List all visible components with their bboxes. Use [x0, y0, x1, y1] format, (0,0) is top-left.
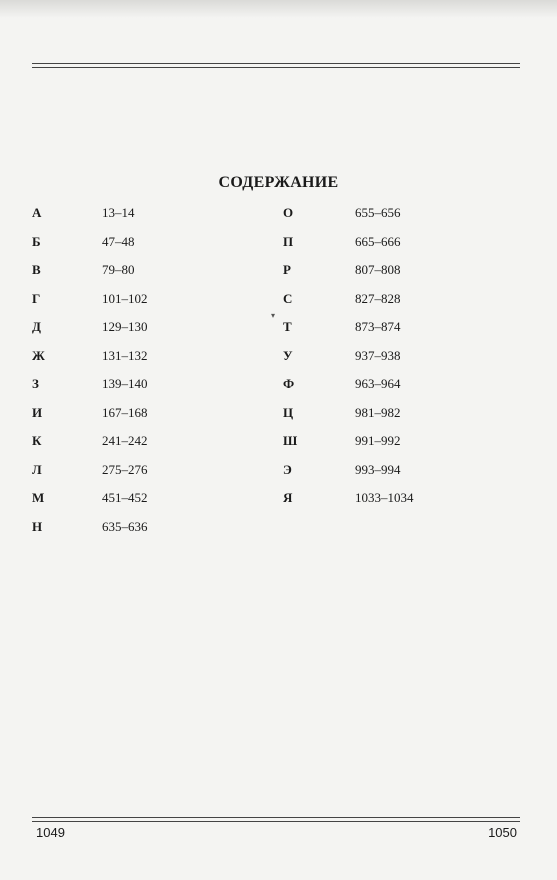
entry-pages: 1033–1034: [355, 490, 414, 505]
entry-letter: А: [32, 205, 42, 220]
page-title: СОДЕРЖАНИЕ: [218, 174, 339, 191]
entry-pages: 655–656: [355, 205, 401, 220]
entry-pages: 131–132: [102, 347, 148, 363]
entry-pages: 665–666: [355, 233, 401, 249]
entry-pages: 635–636: [102, 518, 148, 534]
entry-pages: 807–808: [355, 262, 401, 277]
entry-pages: 13–14: [102, 205, 135, 220]
entry-letter: Ш: [283, 433, 298, 448]
entry-pages: 937–938: [355, 347, 401, 363]
entry-pages: 873–874: [355, 319, 401, 334]
entry-letter: О: [283, 205, 294, 220]
entry-letter: П: [283, 233, 294, 249]
entry-pages: 991–992: [355, 433, 401, 448]
entry-letter: Ж: [32, 347, 45, 363]
entry-letter: З: [32, 376, 39, 391]
entry-pages: 129–130: [102, 319, 148, 334]
entry-pages: 47–48: [102, 233, 135, 249]
entry-letter: Г: [32, 290, 41, 306]
entry-letter: У: [283, 347, 293, 363]
entry-pages: 241–242: [102, 433, 148, 448]
header-rule-upper: [32, 63, 520, 64]
page-number-right: 1050: [488, 825, 517, 840]
entry-letter: Э: [283, 461, 292, 477]
print-mark-icon: ▾: [271, 311, 276, 320]
entry-pages: 167–168: [102, 404, 148, 420]
entry-letter: И: [32, 404, 43, 420]
entry-pages: 451–452: [102, 490, 148, 505]
entry-letter: М: [32, 490, 45, 505]
entry-pages: 275–276: [102, 461, 148, 477]
entry-letter: Ф: [283, 376, 295, 391]
entry-letter: Л: [32, 461, 42, 477]
entry-letter: Т: [283, 319, 292, 334]
entry-letter: Н: [32, 518, 43, 534]
header-rule-lower: [32, 67, 520, 68]
entry-pages: 981–982: [355, 404, 401, 420]
entry-pages: 139–140: [102, 376, 148, 391]
entry-letter: С: [283, 290, 293, 306]
entry-pages: 827–828: [355, 290, 401, 306]
entry-letter: К: [32, 433, 42, 448]
entry-pages: 993–994: [355, 461, 401, 477]
entry-pages: 79–80: [102, 262, 135, 277]
entry-letter: Р: [283, 262, 291, 277]
footer-rule-lower: [32, 821, 520, 822]
entry-letter: В: [32, 262, 41, 277]
entry-letter: Д: [32, 319, 41, 334]
entry-pages: 963–964: [355, 376, 401, 391]
entry-letter: Ц: [283, 404, 294, 420]
entry-pages: 101–102: [102, 290, 148, 306]
entry-letter: Б: [32, 233, 41, 249]
page-number-left: 1049: [36, 825, 65, 840]
entry-letter: Я: [283, 490, 293, 505]
page-top-shadow: [0, 0, 557, 18]
footer-rule-upper: [32, 817, 520, 818]
